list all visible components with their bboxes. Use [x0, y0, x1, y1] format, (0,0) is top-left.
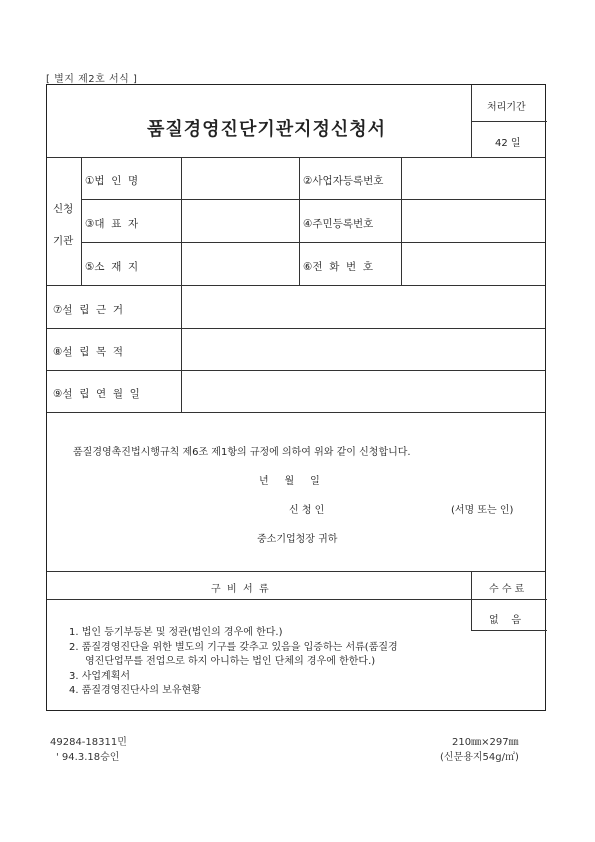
corp-name-label: ①법 인 명: [85, 175, 139, 187]
form-title: 품질경영진단기관지정신청서: [147, 119, 387, 140]
form-number-label: [ 별지 제2호 서식 ]: [46, 74, 138, 85]
establishment-basis-label: ⑦설 립 근 거: [53, 304, 124, 316]
divider: [471, 121, 547, 122]
divider: [471, 630, 547, 631]
document-item: 2. 품질경영진단을 위한 별도의 기구를 갖추고 있음을 입증하는 서류(품질경: [69, 642, 398, 653]
document-item: 1. 법인 등기부등본 및 정관(법인의 경우에 한다.): [69, 627, 283, 638]
resident-reg-no-label: ④주민등록번호: [303, 218, 374, 230]
declaration-statement: 품질경영촉진법시행규칙 제6조 제1항의 규정에 의하여 위와 같이 신청합니다.: [73, 447, 411, 458]
divider: [47, 328, 545, 329]
form-code: 49284-18311민: [50, 737, 127, 748]
document-item: 4. 품질경영진단사의 보유현황: [69, 685, 201, 696]
processing-period-value: 42 일: [495, 138, 521, 149]
divider: [471, 599, 547, 600]
divider: [401, 157, 402, 285]
establishment-date-label: ⑨설 립 연 월 일: [53, 388, 140, 400]
applicant-line: 신 청 인: [289, 505, 325, 516]
applicant-group-label: 신청: [53, 203, 74, 215]
divider: [81, 242, 545, 243]
representative-label: ③대 표 자: [85, 218, 139, 230]
signature-label: (서명 또는 인): [451, 505, 514, 516]
establishment-purpose-label: ⑧설 립 목 적: [53, 346, 124, 358]
applicant-group-label: 기관: [53, 235, 74, 247]
addressee-line: 중소기업청장 귀하: [257, 534, 338, 545]
paper-size: 210㎜×297㎜: [452, 737, 519, 748]
document-item: 영진단업무를 전업으로 하지 아니하는 법인 단체의 경우에 한한다.): [85, 656, 376, 667]
divider: [471, 571, 472, 630]
application-form-frame: [46, 84, 546, 711]
divider: [81, 157, 82, 285]
divider: [47, 370, 545, 371]
paper-type: (신문용지54g/㎡): [440, 752, 519, 763]
divider: [47, 157, 545, 158]
divider: [47, 599, 471, 600]
divider: [81, 199, 545, 200]
processing-period-label: 처리기간: [487, 102, 526, 113]
phone-label: ⑥전 화 번 호: [303, 261, 374, 273]
divider: [47, 412, 545, 413]
required-documents-header: 구 비 서 류: [211, 584, 269, 595]
divider: [299, 157, 300, 285]
biz-reg-no-label: ②사업자등록번호: [303, 175, 384, 187]
date-line: 년 월 일: [259, 476, 320, 487]
fee-label: 수 수 료: [489, 584, 525, 595]
document-item: 3. 사업계획서: [69, 671, 131, 682]
divider: [47, 285, 545, 286]
fee-value: 없 음: [489, 615, 522, 626]
address-label: ⑤소 재 지: [85, 261, 139, 273]
approval-date: ' 94.3.18승인: [56, 752, 120, 763]
